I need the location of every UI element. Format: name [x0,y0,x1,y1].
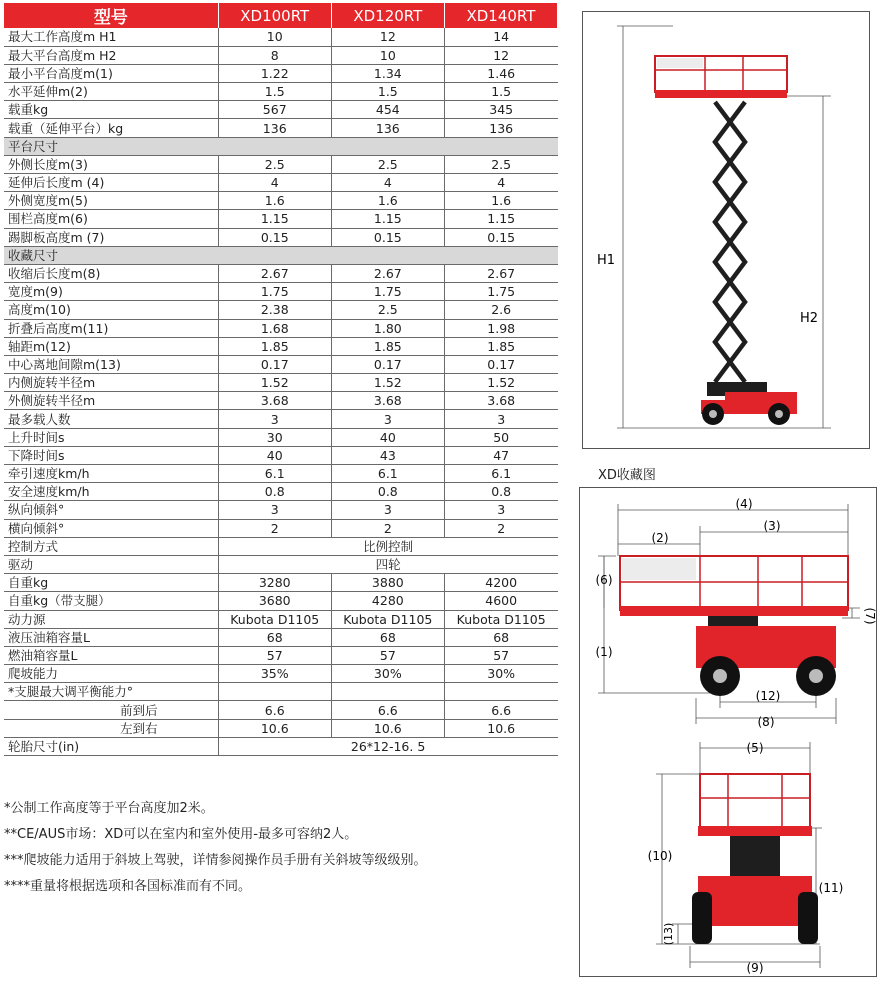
spec-value: 3680 [218,592,331,610]
spec-label: 安全速度km/h [4,483,218,501]
spec-label: 围栏高度m(6) [4,210,218,228]
header-xd140rt: XD140RT [444,3,557,28]
spec-label: 高度m(10) [4,301,218,319]
header-row [4,3,558,28]
spec-label: 横向倾斜° [4,519,218,537]
spec-value: 10 [218,28,331,46]
spec-value: 0.15 [331,228,444,246]
spec-row [4,192,558,210]
spec-row [4,519,558,537]
spec-label: 最大工作高度m H1 [4,28,218,46]
footnote: **CE/AUS市场：XD可以在室内和室外使用-最多可容纳2人。 [4,827,358,842]
spec-label: 自重kg（带支腿） [4,592,218,610]
spec-value: 4600 [444,592,557,610]
spec-value: 47 [444,446,557,464]
spec-value: 10.6 [218,719,331,737]
spec-value: 2.5 [331,301,444,319]
spec-row [4,537,558,555]
spec-row [4,283,558,301]
dim-7-label: (7) [863,607,877,625]
spec-label: 载重（延伸平台）kg [4,119,218,137]
spec-value: 1.85 [331,337,444,355]
spec-value: 3 [331,501,444,519]
extended-lift-figure [582,11,870,449]
spec-value: 6.6 [444,701,557,719]
spec-value: 0.8 [444,483,557,501]
spec-value: 2.5 [331,155,444,173]
spec-row [4,210,558,228]
footnotes [4,796,564,900]
extended-lift-drawing [583,12,871,450]
spec-value-shared: 四轮 [218,555,557,573]
spec-row [4,228,558,246]
spec-value: 68 [218,628,331,646]
spec-label: 液压油箱容量L [4,628,218,646]
spec-value: 1.75 [331,283,444,301]
spec-value: 4280 [331,592,444,610]
spec-row [4,64,558,82]
spec-label: 轮胎尺寸(in) [4,737,218,755]
spec-row [4,101,558,119]
spec-value: 1.98 [444,319,557,337]
spec-value: Kubota D1105 [444,610,557,628]
spec-value: 1.5 [444,83,557,101]
spec-value: 4200 [444,574,557,592]
spec-value: 345 [444,101,557,119]
spec-label: 动力源 [4,610,218,628]
spec-value: 1.5 [218,83,331,101]
spec-row [4,319,558,337]
spec-label: 左到右 [4,719,218,737]
section-row [4,246,558,264]
spec-value: 40 [331,428,444,446]
spec-value: 3.68 [331,392,444,410]
spec-value: 6.1 [218,465,331,483]
spec-label: 纵向倾斜° [4,501,218,519]
spec-row [4,301,558,319]
spec-row [4,337,558,355]
spec-row [4,683,558,701]
spec-label: 前到后 [4,701,218,719]
spec-value: 0.8 [331,483,444,501]
spec-label: *支腿最大调平衡能力° [4,683,218,701]
spec-value: 3 [218,410,331,428]
spec-value: 2 [444,519,557,537]
spec-label: 宽度m(9) [4,283,218,301]
spec-label: 自重kg [4,574,218,592]
spec-label: 最小平台高度m(1) [4,64,218,82]
spec-value: 4 [444,174,557,192]
spec-label: 最多载人数 [4,410,218,428]
spec-value: 3.68 [218,392,331,410]
spec-value: 3 [444,410,557,428]
spec-label: 上升时间s [4,428,218,446]
spec-value: 1.6 [331,192,444,210]
spec-value: 1.6 [444,192,557,210]
section-title: 平台尺寸 [4,137,558,155]
spec-value [218,683,331,701]
spec-value: 1.15 [331,210,444,228]
spec-value: 0.15 [444,228,557,246]
spec-row [4,446,558,464]
spec-value: 1.52 [444,374,557,392]
spec-value: 4 [331,174,444,192]
header-xd100rt: XD100RT [218,3,331,28]
spec-value: 6.6 [331,701,444,719]
spec-value: 14 [444,28,557,46]
spec-label: 水平延伸m(2) [4,83,218,101]
spec-value: 12 [444,46,557,64]
dim-2-label: (2) [651,531,669,545]
spec-row [4,701,558,719]
dim-1-label: (1) [595,645,613,659]
spec-value: 1.34 [331,64,444,82]
spec-value: 35% [218,665,331,683]
spec-row [4,374,558,392]
dim-11-label: (11) [818,881,844,895]
spec-row [4,119,558,137]
spec-value: 136 [218,119,331,137]
spec-value: 1.46 [444,64,557,82]
spec-label: 中心离地间隙m(13) [4,355,218,373]
spec-label: 牵引速度km/h [4,465,218,483]
spec-row [4,737,558,755]
spec-value: 1.80 [331,319,444,337]
spec-value: Kubota D1105 [218,610,331,628]
footnote: ****重量将根据选项和各国标准而有不同。 [4,879,252,894]
spec-row [4,719,558,737]
spec-value: 57 [444,646,557,664]
spec-value: 68 [444,628,557,646]
spec-row [4,610,558,628]
spec-label: 内侧旋转半径m [4,374,218,392]
dim-10-label: (10) [647,849,673,863]
spec-value-shared: 26*12-16. 5 [218,737,557,755]
spec-row [4,410,558,428]
spec-row [4,592,558,610]
header-xd120rt: XD120RT [331,3,444,28]
spec-row [4,355,558,373]
spec-value: 1.68 [218,319,331,337]
spec-value: 136 [331,119,444,137]
spec-value: 0.17 [444,355,557,373]
spec-value: 2.38 [218,301,331,319]
spec-value: 2.67 [331,264,444,282]
dim-12-label: (12) [755,689,781,703]
spec-value: 40 [218,446,331,464]
dim-6-label: (6) [595,573,613,587]
spec-value: 1.52 [331,374,444,392]
spec-value: 454 [331,101,444,119]
spec-value: 136 [444,119,557,137]
spec-value: 2.6 [444,301,557,319]
spec-label: 控制方式 [4,537,218,555]
spec-value: 1.75 [444,283,557,301]
spec-label: 燃油箱容量L [4,646,218,664]
spec-value: 3.68 [444,392,557,410]
spec-row [4,46,558,64]
spec-label: 载重kg [4,101,218,119]
stowed-lift-drawing [580,488,878,978]
footnote: ***爬坡能力适用于斜坡上驾驶，详情参阅操作员手册有关斜坡等级级别。 [4,853,427,868]
dim-8-label: (8) [757,715,775,729]
spec-value: 10 [331,46,444,64]
spec-label: 外侧宽度m(5) [4,192,218,210]
spec-value: 1.85 [218,337,331,355]
spec-value: 0.17 [218,355,331,373]
spec-label: 下降时间s [4,446,218,464]
spec-body [4,28,558,756]
spec-value: 6.1 [444,465,557,483]
spec-row [4,465,558,483]
spec-value: 30% [444,665,557,683]
spec-value: 3280 [218,574,331,592]
spec-value: 0.17 [331,355,444,373]
spec-label: 外侧长度m(3) [4,155,218,173]
spec-value: 30% [331,665,444,683]
spec-value: 2 [331,519,444,537]
spec-value: 2.5 [218,155,331,173]
spec-value: 2 [218,519,331,537]
spec-row [4,628,558,646]
spec-label: 爬坡能力 [4,665,218,683]
spec-value: Kubota D1105 [331,610,444,628]
spec-row [4,501,558,519]
spec-value: 3 [331,410,444,428]
dim-13-label: (13) [662,922,675,946]
spec-value: 10.6 [331,719,444,737]
spec-value: 57 [218,646,331,664]
spec-table [4,3,558,756]
spec-value: 0.8 [218,483,331,501]
spec-row [4,555,558,573]
figure-caption: XD收藏图 [598,468,656,483]
spec-value: 1.5 [331,83,444,101]
spec-row [4,264,558,282]
spec-row [4,28,558,46]
spec-value: 1.15 [218,210,331,228]
section-row [4,137,558,155]
spec-value: 50 [444,428,557,446]
spec-value: 4 [218,174,331,192]
spec-value: 8 [218,46,331,64]
spec-label: 折叠后高度m(11) [4,319,218,337]
spec-value: 1.85 [444,337,557,355]
spec-value [331,683,444,701]
dim-9-label: (9) [746,961,764,975]
spec-label: 驱动 [4,555,218,573]
spec-value: 30 [218,428,331,446]
spec-value: 2.67 [444,264,557,282]
h1-label: H1 [596,253,615,268]
spec-row [4,665,558,683]
spec-value: 10.6 [444,719,557,737]
spec-row [4,83,558,101]
spec-value: 0.15 [218,228,331,246]
dim-5-label: (5) [746,741,764,755]
spec-label: 外侧旋转半径m [4,392,218,410]
spec-row [4,155,558,173]
spec-value: 3 [218,501,331,519]
spec-label: 延伸后长度m (4) [4,174,218,192]
spec-value: 12 [331,28,444,46]
spec-value: 6.1 [331,465,444,483]
spec-label: 轴距m(12) [4,337,218,355]
spec-value: 1.6 [218,192,331,210]
spec-value: 3880 [331,574,444,592]
stowed-lift-figure [579,487,877,977]
spec-value-shared: 比例控制 [218,537,557,555]
spec-row [4,174,558,192]
spec-value: 43 [331,446,444,464]
section-title: 收藏尺寸 [4,246,558,264]
dim-3-label: (3) [763,519,781,533]
spec-row [4,483,558,501]
spec-value: 1.15 [444,210,557,228]
spec-value: 2.67 [218,264,331,282]
spec-value: 567 [218,101,331,119]
spec-value: 1.52 [218,374,331,392]
spec-row [4,428,558,446]
spec-row [4,392,558,410]
footnote: *公制工作高度等于平台高度加2米。 [4,801,214,816]
header-model: 型号 [4,3,218,28]
spec-row [4,646,558,664]
spec-value: 1.75 [218,283,331,301]
spec-label: 踢脚板高度m (7) [4,228,218,246]
spec-label: 最大平台高度m H2 [4,46,218,64]
dim-4-label: (4) [735,497,753,511]
spec-value: 3 [444,501,557,519]
spec-value: 57 [331,646,444,664]
spec-value [444,683,557,701]
spec-value: 2.5 [444,155,557,173]
spec-row [4,574,558,592]
spec-value: 6.6 [218,701,331,719]
spec-value: 1.22 [218,64,331,82]
h2-label: H2 [799,311,819,326]
spec-label: 收缩后长度m(8) [4,264,218,282]
spec-value: 68 [331,628,444,646]
